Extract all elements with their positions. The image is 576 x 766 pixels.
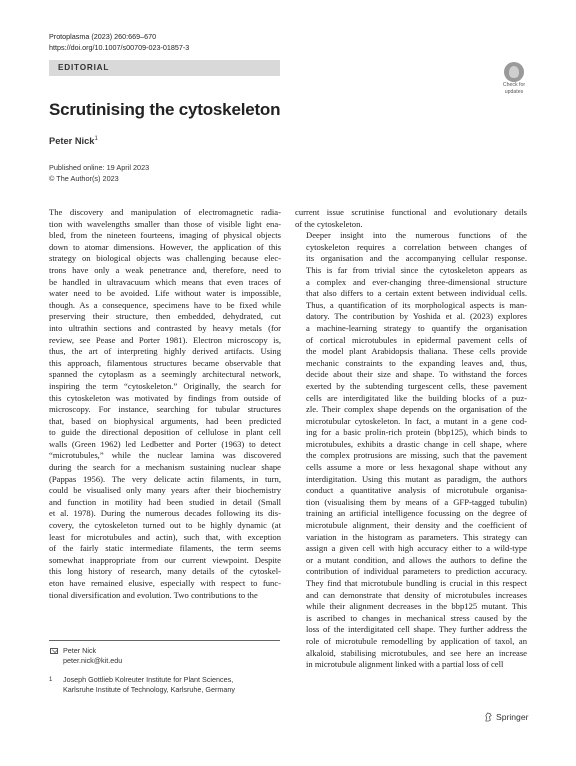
copyright: © The Author(s) 2023 [49,174,119,183]
body-text-line: water need to be avoided. Life without water is impossible, [49,288,281,299]
publisher-logo [484,712,528,722]
paragraph-continuation [295,207,527,230]
paragraph-quantification [295,230,527,671]
body-text-line: (Pappas 1956). The very delicate actin filaments, in turn, [49,473,281,484]
body-text-line: interdigitation. Using this mutant as paradigm, the authors [306,473,527,484]
body-text-line: of the fairly static intermediate filaments, the term seems [49,543,281,554]
body-text-line: that, based on biophysical arguments, had been predicted [49,415,281,426]
body-text-line: cells are interdigitated like the building blocks of a puz- [306,392,527,403]
journal-header [49,31,189,53]
affiliation-line2: Karlsruhe Institute of Technology, Karlsruhe, Germany [63,685,235,694]
body-text-line: cytoskeleton requires a correlation between changes of [306,241,527,252]
body-text-line: assign a given cell with high accuracy either to a wild-type [306,543,527,554]
body-text-line: is ascribed to changes in mechanical stress caused by the [306,612,527,623]
author-name[interactable]: Peter Nick [49,136,95,147]
section-label: EDITORIAL [58,63,110,72]
body-text-line: trons have only a weak penetrance and, therefore, need to [49,264,281,275]
body-text-line: mechanic constraints to the expanding leaves and, thus, [306,357,527,368]
body-text-line: et al. 1978). During the numerous decades following its dis- [49,508,281,519]
body-text-line: and function in motility had been studied in detail (Small [49,496,281,507]
body-text-line: role of microtubule remodelling by application of taxol, an [306,635,527,646]
body-text-line: to guide the directional deposition of cellulose in plant cell [49,427,281,438]
check-for-updates-badge[interactable] [500,62,528,95]
author-line [49,136,98,146]
body-text-line: that also differs to a certain extent between individual cells. [306,288,527,299]
doi-link[interactable]: https://doi.org/10.1007/s00709-023-01857-3 [49,43,190,52]
body-text-line: contribution of individual parameters to prediction accuracy. [306,566,527,577]
affiliation-mark: 1 [49,677,53,683]
affiliation-line1: Joseph Gottlieb Kolreuter Institute for Plant Sciences, [63,675,234,684]
body-text-line: alkaloid, stabilising microtubules, and see here an increase [306,647,527,658]
body-text-line: tional diversification and evolution. Two contributions to the [49,589,258,600]
body-text-line: though. As a consequence, specimens have to be fixed while [49,299,281,310]
body-text-line: microtubule alignment, their density and the coefficient of [306,520,527,531]
paragraph-intro [49,207,281,601]
publication-info [49,162,149,184]
body-text-line: the model plant Arabidopsis thaliana. These cells provide [306,346,527,357]
body-text-line: walls (Green 1962) led Ledbetter and Porter (1963) to detect [49,438,281,449]
body-text-line: eton have remained elusive, especially with respect to func- [49,578,281,588]
body-text-line: this long history of research, many details of the cytoskel- [49,566,281,577]
body-column-right [295,207,527,671]
body-text-line: inspiring the term “cytoskeleton.” Originally, the search for [49,380,281,391]
body-text-line: The discovery and manipulation of electromagnetic radia- [49,207,281,217]
publisher-name: Springer [496,712,529,722]
body-column-left [49,207,281,601]
body-text-line: covery, the cytoskeleton turned out to be highly dynamic (at [49,520,281,531]
body-text-line: strategy on biological objects was challenging because elec- [49,253,281,264]
body-text-line: tion with wavelengths smaller than those of visible light ena- [49,218,281,229]
article-title: Scrutinising the cytoskeleton [49,100,281,119]
body-text-line: or a mutant condition, and allows the authors to define the [306,554,527,565]
body-text-line: the complex protrusions are missing, such that the pavement [306,450,527,461]
published-date: Published online: 19 April 2023 [49,163,150,172]
author-affil-mark: 1 [94,136,98,142]
body-text-line: training an artificial intelligence focussing on the degree of [306,508,527,519]
body-text-line: be handled in ultravacuum which means that even traces of [49,276,281,287]
body-text-line: in microtubule alignment linked with a partial loss of cell [306,659,504,670]
body-text-line: during the search for a mechanism sustaining nuclear shape [49,462,281,473]
body-text-line: exerted by the subtending turgescent cells, these pavement [306,380,527,391]
body-text-line: They find that microtubule bundling is crucial in this respect [306,578,527,588]
body-text-line: somewhat inappropriate from our current viewpoint. Despite [49,554,281,565]
body-text-line: this approach, filamentous structures became observable that [49,357,281,368]
footnote-divider [49,640,280,641]
body-text-line: bled, from the nineteen fourteens, imaging of physical objects [49,230,281,241]
journal-citation: Protoplasma (2023) 260:669–670 [49,32,157,41]
body-text-line: a machine-learning strategy to quantify the organisation [306,322,527,333]
body-text-line: its organisation and the accompanying cellular response. [306,253,527,264]
body-text-line: thus, the art of interpreting highly derived artifacts. Using [49,346,281,357]
section-banner [49,60,280,76]
body-text-line: spanned the cytoplasm as a seemingly architectural network, [49,369,281,380]
body-text-line: current issue scrutinise functional and evolutionary details [295,207,527,217]
springer-horse-icon [484,712,493,722]
body-text-line: Deeper insight into the numerous functions of the [306,230,527,241]
body-text-line: microtubular cytoskeleton. In fact, a mutant in a gene cod- [306,415,527,426]
check-updates-icon [504,62,524,82]
body-text-line: into ultrathin sections and contrasted by heavy metals (for [49,322,281,333]
body-text-line: zle. Their complex shape depends on the organisation of the [306,404,527,415]
body-text-line: ing for a basic prolin-rich protein (bbp125), which binds to [306,427,527,438]
body-text-line: review, see Pease and Porter 1981). Electron microscopy is, [49,334,281,345]
body-text-line: datory. The contribution by Yoshida et al. (2023) explores [306,311,527,322]
body-text-line: microscopy. For instance, searching for tubular structures [49,404,281,415]
body-text-line: Thus, a quantification of its morphological aspects is man- [306,299,527,310]
body-text-line: of the cytoskeleton. [295,218,363,229]
body-text-line: of cortical microtubules in epidermal pavement cells of [306,334,527,345]
body-text-line: while their alignment decreases in the bbp125 mutant. This [306,601,527,612]
body-text-line: variation in the histogram as parameters. This strategy can [306,531,527,542]
badge-line2: updates [504,88,524,95]
body-text-line: microtubules, exhibits a drastic change in cell shape, where [306,438,527,449]
body-text-line: a complex and ever-changing three-dimensional structure [306,276,527,287]
body-text-line: least for microtubules and actin), such that, with exception [49,531,281,542]
badge-line1: Check for [502,82,526,88]
contact-email[interactable]: peter.nick@kit.edu [63,656,123,665]
body-text-line: conduct a quantitative analysis of microtubule organisa- [306,485,527,496]
body-text-line: tion (visualising them by means of a GFP-tagged tubulin) [306,496,527,507]
body-text-line: decide about their size and shape. To withstand the forces [306,369,527,380]
body-text-line: loss of the interdigitated cell shape. They further address the [306,624,527,635]
body-text-line: and can demonstrate that density of microtubules increases [306,589,527,600]
body-text-line: cells assume a more or less hexagonal shape without any [306,462,527,473]
body-text-line: down to atomar dimensions. However, the application of this [49,241,281,252]
body-text-line: This is far from trivial since the cytoskeleton appears as [306,264,527,275]
body-text-line: this cytoskeleton was motivated by findings from outside of [49,392,281,403]
body-text-line: preserving their structure, then embedded, dehydrated, cut [49,311,281,322]
contact-name: Peter Nick [63,646,97,655]
body-text-line: “microtubules,” while the nuclear lamina was discovered [49,450,281,461]
body-text-line: could be visualised only many years after their biochemistry [49,485,281,496]
